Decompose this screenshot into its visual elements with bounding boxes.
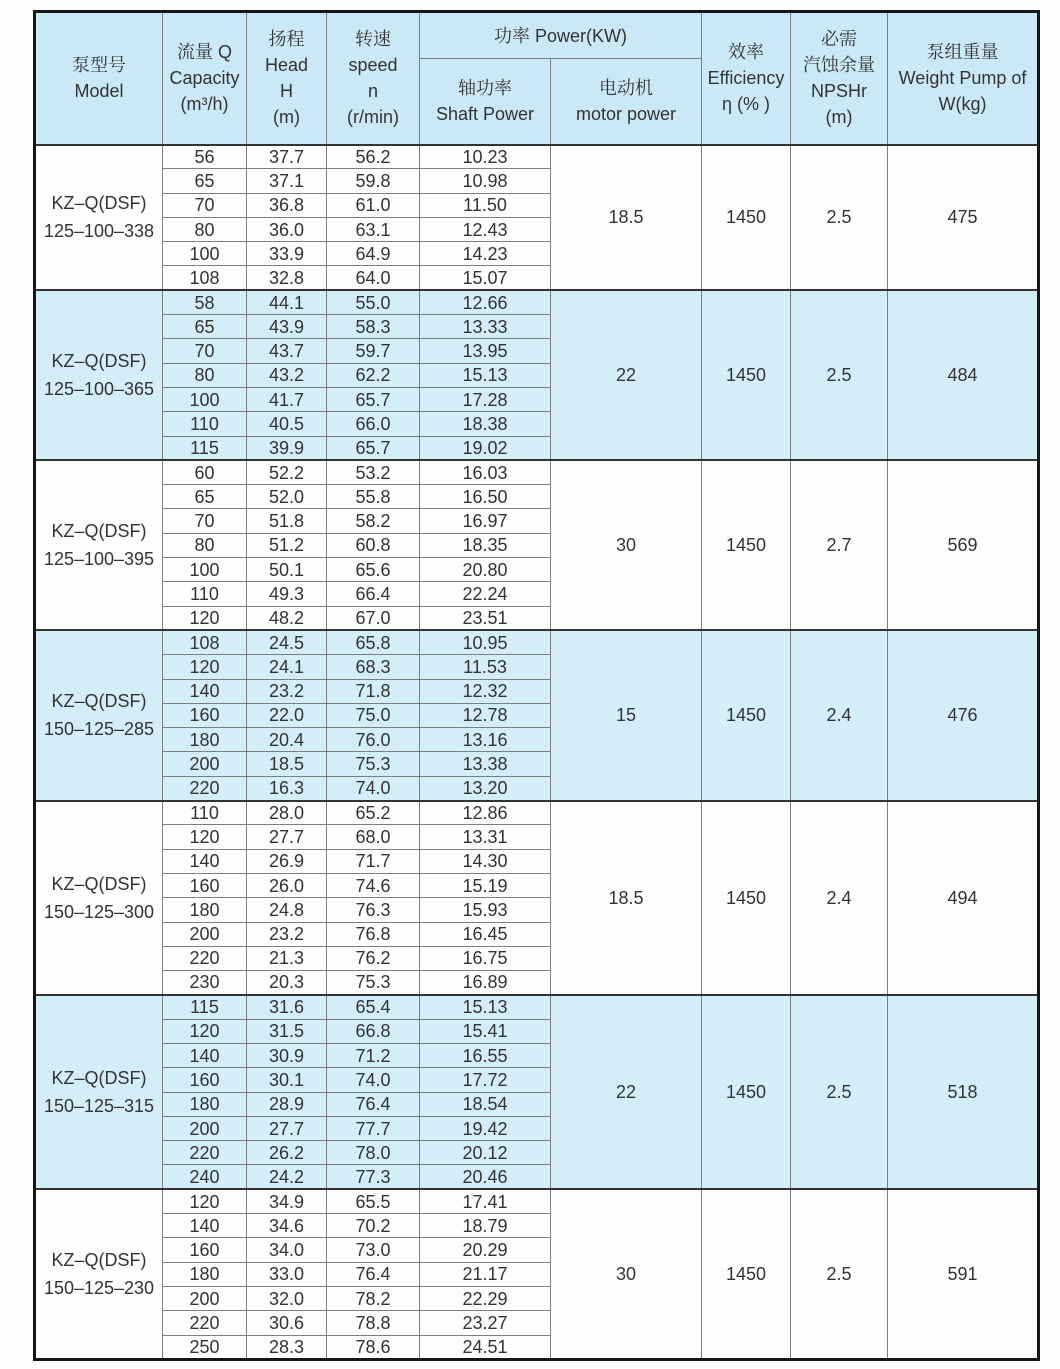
table-body <box>35 145 1039 1360</box>
cell-head: 33.0 <box>247 1262 327 1286</box>
cell-shaft-power: 12.32 <box>420 679 551 703</box>
table-row <box>35 460 1039 484</box>
cell-capacity: 120 <box>163 825 247 849</box>
cell-head: 27.7 <box>247 825 327 849</box>
cell-capacity: 180 <box>163 728 247 752</box>
cell-head: 34.9 <box>247 1189 327 1213</box>
cell-model <box>35 995 163 1189</box>
header-label-unit: (m) <box>825 107 853 128</box>
col-header-motor-power <box>551 59 702 145</box>
cell-speed: 78.6 <box>327 1335 420 1359</box>
cell-weight: 484 <box>888 290 1039 460</box>
model-line: KZ–Q(DSF) <box>51 351 147 372</box>
cell-speed: 71.2 <box>327 1043 420 1067</box>
cell-speed: 61.0 <box>327 193 420 217</box>
cell-head: 20.4 <box>247 728 327 752</box>
cell-head: 24.8 <box>247 898 327 922</box>
cell-head: 32.0 <box>247 1286 327 1310</box>
cell-efficiency: 1450 <box>702 1189 791 1359</box>
cell-capacity: 230 <box>163 971 247 995</box>
header-label-en: Efficiency <box>707 68 785 89</box>
cell-capacity: 220 <box>163 776 247 800</box>
header-label-symbol: H <box>280 81 293 102</box>
header-label-unit: (m³/h) <box>180 94 229 115</box>
cell-capacity: 110 <box>163 412 247 436</box>
cell-model <box>35 460 163 630</box>
model-line: KZ–Q(DSF) <box>51 1250 147 1271</box>
cell-speed: 64.0 <box>327 266 420 290</box>
header-label-zh: 电动机 <box>599 78 653 99</box>
cell-shaft-power: 17.41 <box>420 1189 551 1213</box>
header-label-zh: 流量 Q <box>176 42 232 63</box>
model-line: KZ–Q(DSF) <box>51 691 147 712</box>
cell-weight: 591 <box>888 1189 1039 1359</box>
model-line: 125–100–365 <box>43 379 155 400</box>
cell-head: 26.0 <box>247 873 327 897</box>
cell-speed: 65.4 <box>327 995 420 1019</box>
cell-speed: 59.8 <box>327 169 420 193</box>
cell-speed: 66.0 <box>327 412 420 436</box>
cell-speed: 71.7 <box>327 849 420 873</box>
cell-shaft-power: 16.75 <box>420 946 551 970</box>
cell-efficiency: 1450 <box>702 630 791 800</box>
cell-shaft-power: 14.30 <box>420 849 551 873</box>
col-header-efficiency <box>702 12 791 145</box>
cell-speed: 74.6 <box>327 873 420 897</box>
cell-capacity: 100 <box>163 558 247 582</box>
cell-shaft-power: 14.23 <box>420 242 551 266</box>
cell-npshr: 2.4 <box>791 801 888 995</box>
cell-speed: 56.2 <box>327 145 420 169</box>
model-line: 150–125–285 <box>43 719 155 740</box>
cell-efficiency: 1450 <box>702 995 791 1189</box>
cell-capacity: 180 <box>163 1092 247 1116</box>
cell-shaft-power: 20.12 <box>420 1141 551 1165</box>
cell-capacity: 120 <box>163 1189 247 1213</box>
header-label-en: Weight Pump of <box>898 68 1027 89</box>
cell-head: 27.7 <box>247 1116 327 1140</box>
cell-head: 33.9 <box>247 242 327 266</box>
cell-capacity: 140 <box>163 849 247 873</box>
cell-weight: 476 <box>888 630 1039 800</box>
header-row-top <box>35 12 1039 59</box>
cell-weight: 494 <box>888 801 1039 995</box>
model-line: KZ–Q(DSF) <box>51 521 147 542</box>
cell-npshr: 2.5 <box>791 1189 888 1359</box>
cell-head: 23.2 <box>247 679 327 703</box>
cell-head: 30.9 <box>247 1043 327 1067</box>
cell-motor-power: 30 <box>551 1189 702 1359</box>
cell-capacity: 115 <box>163 995 247 1019</box>
cell-capacity: 108 <box>163 630 247 654</box>
cell-speed: 78.0 <box>327 1141 420 1165</box>
cell-shaft-power: 17.28 <box>420 387 551 411</box>
cell-shaft-power: 15.13 <box>420 363 551 387</box>
cell-shaft-power: 12.86 <box>420 801 551 825</box>
cell-speed: 78.8 <box>327 1311 420 1335</box>
col-header-capacity <box>163 12 247 145</box>
cell-capacity: 110 <box>163 801 247 825</box>
cell-npshr: 2.5 <box>791 290 888 460</box>
cell-capacity: 220 <box>163 1311 247 1335</box>
cell-speed: 70.2 <box>327 1214 420 1238</box>
cell-head: 28.0 <box>247 801 327 825</box>
cell-shaft-power: 22.24 <box>420 582 551 606</box>
cell-npshr: 2.5 <box>791 995 888 1189</box>
cell-capacity: 70 <box>163 339 247 363</box>
model-line: KZ–Q(DSF) <box>51 873 147 894</box>
cell-shaft-power: 18.79 <box>420 1214 551 1238</box>
cell-shaft-power: 15.93 <box>420 898 551 922</box>
col-header-npshr <box>791 12 888 145</box>
cell-head: 51.2 <box>247 533 327 557</box>
cell-capacity: 160 <box>163 703 247 727</box>
cell-head: 43.9 <box>247 315 327 339</box>
cell-head: 23.2 <box>247 922 327 946</box>
col-header-power-group: 功率 Power(KW) <box>420 12 702 59</box>
header-label-en: Capacity <box>169 68 240 89</box>
cell-speed: 65.7 <box>327 387 420 411</box>
cell-speed: 58.2 <box>327 509 420 533</box>
cell-shaft-power: 18.54 <box>420 1092 551 1116</box>
cell-head: 31.5 <box>247 1019 327 1043</box>
cell-speed: 65.5 <box>327 1189 420 1213</box>
cell-capacity: 65 <box>163 169 247 193</box>
cell-capacity: 220 <box>163 946 247 970</box>
cell-efficiency: 1450 <box>702 145 791 291</box>
cell-capacity: 115 <box>163 436 247 460</box>
model-line: 125–100–338 <box>43 221 155 242</box>
header-label-en: Shaft Power <box>435 104 535 125</box>
cell-speed: 59.7 <box>327 339 420 363</box>
header-label-en: NPSHr <box>811 81 868 102</box>
cell-head: 43.2 <box>247 363 327 387</box>
cell-weight: 569 <box>888 460 1039 630</box>
cell-model <box>35 630 163 800</box>
cell-shaft-power: 21.17 <box>420 1262 551 1286</box>
header-label-zh: 扬程 <box>268 29 305 50</box>
cell-capacity: 80 <box>163 363 247 387</box>
cell-efficiency: 1450 <box>702 290 791 460</box>
cell-model <box>35 145 163 291</box>
cell-capacity: 110 <box>163 582 247 606</box>
cell-shaft-power: 22.29 <box>420 1286 551 1310</box>
cell-head: 32.8 <box>247 266 327 290</box>
cell-speed: 65.6 <box>327 558 420 582</box>
cell-head: 21.3 <box>247 946 327 970</box>
model-line: 150–125–315 <box>43 1096 155 1117</box>
cell-speed: 76.4 <box>327 1092 420 1116</box>
cell-head: 16.3 <box>247 776 327 800</box>
cell-head: 36.0 <box>247 217 327 241</box>
cell-head: 37.7 <box>247 145 327 169</box>
cell-speed: 55.8 <box>327 485 420 509</box>
model-line: 150–125–300 <box>43 901 155 922</box>
cell-speed: 66.4 <box>327 582 420 606</box>
cell-head: 24.2 <box>247 1165 327 1189</box>
cell-capacity: 70 <box>163 193 247 217</box>
cell-head: 39.9 <box>247 436 327 460</box>
cell-head: 52.2 <box>247 460 327 484</box>
cell-shaft-power: 24.51 <box>420 1335 551 1359</box>
cell-capacity: 70 <box>163 509 247 533</box>
cell-head: 24.5 <box>247 630 327 654</box>
cell-capacity: 200 <box>163 752 247 776</box>
cell-speed: 58.3 <box>327 315 420 339</box>
header-label-en: Model <box>74 81 124 102</box>
cell-head: 28.9 <box>247 1092 327 1116</box>
col-header-speed <box>327 12 420 145</box>
model-line: KZ–Q(DSF) <box>51 193 147 214</box>
cell-speed: 74.0 <box>327 776 420 800</box>
cell-shaft-power: 16.55 <box>420 1043 551 1067</box>
cell-capacity: 56 <box>163 145 247 169</box>
header-label-zh: 泵型号 <box>72 55 126 76</box>
cell-motor-power: 18.5 <box>551 145 702 291</box>
cell-head: 44.1 <box>247 290 327 314</box>
model-line: 150–125–230 <box>43 1278 155 1299</box>
cell-head: 28.3 <box>247 1335 327 1359</box>
cell-capacity: 65 <box>163 315 247 339</box>
cell-speed: 65.7 <box>327 436 420 460</box>
col-header-model <box>35 12 163 145</box>
cell-shaft-power: 10.23 <box>420 145 551 169</box>
cell-speed: 75.3 <box>327 971 420 995</box>
header-label-symbol: η (% ) <box>722 94 771 115</box>
table-row <box>35 145 1039 169</box>
cell-shaft-power: 11.53 <box>420 655 551 679</box>
cell-head: 49.3 <box>247 582 327 606</box>
cell-speed: 67.0 <box>327 606 420 630</box>
header-label-symbol: n <box>367 81 378 102</box>
cell-capacity: 108 <box>163 266 247 290</box>
header-label-unit: (m) <box>273 107 300 128</box>
cell-shaft-power: 23.27 <box>420 1311 551 1335</box>
cell-head: 24.1 <box>247 655 327 679</box>
cell-shaft-power: 11.50 <box>420 193 551 217</box>
cell-shaft-power: 20.29 <box>420 1238 551 1262</box>
cell-shaft-power: 13.95 <box>420 339 551 363</box>
cell-speed: 64.9 <box>327 242 420 266</box>
cell-head: 18.5 <box>247 752 327 776</box>
cell-shaft-power: 16.03 <box>420 460 551 484</box>
cell-shaft-power: 10.95 <box>420 630 551 654</box>
cell-speed: 73.0 <box>327 1238 420 1262</box>
model-line: KZ–Q(DSF) <box>51 1068 147 1089</box>
model-line: 125–100–395 <box>43 549 155 570</box>
cell-speed: 63.1 <box>327 217 420 241</box>
cell-speed: 76.0 <box>327 728 420 752</box>
table-header <box>35 12 1039 145</box>
cell-speed: 68.3 <box>327 655 420 679</box>
cell-capacity: 160 <box>163 1068 247 1092</box>
cell-model <box>35 290 163 460</box>
cell-speed: 55.0 <box>327 290 420 314</box>
cell-efficiency: 1450 <box>702 460 791 630</box>
cell-shaft-power: 16.45 <box>420 922 551 946</box>
cell-shaft-power: 20.46 <box>420 1165 551 1189</box>
col-header-weight <box>888 12 1039 145</box>
cell-speed: 60.8 <box>327 533 420 557</box>
cell-head: 26.9 <box>247 849 327 873</box>
cell-speed: 78.2 <box>327 1286 420 1310</box>
cell-shaft-power: 15.13 <box>420 995 551 1019</box>
header-label-zh: 汽蚀余量 <box>803 55 876 76</box>
cell-shaft-power: 15.07 <box>420 266 551 290</box>
cell-speed: 77.3 <box>327 1165 420 1189</box>
cell-capacity: 160 <box>163 1238 247 1262</box>
cell-weight: 518 <box>888 995 1039 1189</box>
cell-npshr: 2.4 <box>791 630 888 800</box>
cell-head: 20.3 <box>247 971 327 995</box>
cell-capacity: 120 <box>163 1019 247 1043</box>
cell-shaft-power: 18.35 <box>420 533 551 557</box>
cell-head: 48.2 <box>247 606 327 630</box>
cell-efficiency: 1450 <box>702 801 791 995</box>
cell-head: 30.6 <box>247 1311 327 1335</box>
table-row <box>35 290 1039 314</box>
cell-motor-power: 22 <box>551 290 702 460</box>
cell-capacity: 200 <box>163 1286 247 1310</box>
cell-head: 41.7 <box>247 387 327 411</box>
cell-speed: 76.2 <box>327 946 420 970</box>
cell-npshr: 2.5 <box>791 145 888 291</box>
cell-speed: 77.7 <box>327 1116 420 1140</box>
cell-motor-power: 18.5 <box>551 801 702 995</box>
cell-motor-power: 15 <box>551 630 702 800</box>
cell-shaft-power: 15.19 <box>420 873 551 897</box>
cell-shaft-power: 19.42 <box>420 1116 551 1140</box>
cell-head: 31.6 <box>247 995 327 1019</box>
cell-model <box>35 1189 163 1359</box>
cell-capacity: 80 <box>163 533 247 557</box>
header-label-unit: W(kg) <box>938 94 987 115</box>
cell-capacity: 80 <box>163 217 247 241</box>
table-row <box>35 801 1039 825</box>
cell-speed: 76.8 <box>327 922 420 946</box>
header-label-unit: (r/min) <box>347 107 399 128</box>
col-header-shaft-power <box>420 59 551 145</box>
cell-capacity: 180 <box>163 898 247 922</box>
cell-shaft-power: 12.66 <box>420 290 551 314</box>
cell-capacity: 140 <box>163 1214 247 1238</box>
cell-shaft-power: 18.38 <box>420 412 551 436</box>
cell-shaft-power: 19.02 <box>420 436 551 460</box>
cell-speed: 76.3 <box>327 898 420 922</box>
cell-weight: 475 <box>888 145 1039 291</box>
cell-capacity: 100 <box>163 242 247 266</box>
cell-shaft-power: 15.41 <box>420 1019 551 1043</box>
header-label-zh: 必需 <box>821 29 858 50</box>
header-label-zh: 转速 <box>355 29 391 50</box>
cell-model <box>35 801 163 995</box>
cell-head: 43.7 <box>247 339 327 363</box>
cell-shaft-power: 10.98 <box>420 169 551 193</box>
cell-shaft-power: 13.38 <box>420 752 551 776</box>
cell-speed: 75.3 <box>327 752 420 776</box>
cell-speed: 76.4 <box>327 1262 420 1286</box>
cell-motor-power: 22 <box>551 995 702 1189</box>
cell-head: 36.8 <box>247 193 327 217</box>
cell-speed: 66.8 <box>327 1019 420 1043</box>
cell-capacity: 140 <box>163 679 247 703</box>
header-label-en: speed <box>348 55 398 76</box>
cell-head: 30.1 <box>247 1068 327 1092</box>
cell-shaft-power: 12.43 <box>420 217 551 241</box>
cell-npshr: 2.7 <box>791 460 888 630</box>
header-label-zh: 泵组重量 <box>926 42 999 63</box>
cell-speed: 53.2 <box>327 460 420 484</box>
header-label-zh: 效率 <box>728 42 765 63</box>
cell-speed: 65.2 <box>327 801 420 825</box>
cell-capacity: 120 <box>163 655 247 679</box>
cell-capacity: 250 <box>163 1335 247 1359</box>
cell-shaft-power: 16.89 <box>420 971 551 995</box>
cell-capacity: 160 <box>163 873 247 897</box>
cell-motor-power: 30 <box>551 460 702 630</box>
cell-head: 34.6 <box>247 1214 327 1238</box>
table-row <box>35 1189 1039 1213</box>
cell-shaft-power: 13.31 <box>420 825 551 849</box>
cell-capacity: 58 <box>163 290 247 314</box>
cell-head: 37.1 <box>247 169 327 193</box>
cell-head: 34.0 <box>247 1238 327 1262</box>
cell-head: 26.2 <box>247 1141 327 1165</box>
header-label-en: motor power <box>575 104 677 125</box>
col-header-head <box>247 12 327 145</box>
cell-speed: 68.0 <box>327 825 420 849</box>
cell-head: 50.1 <box>247 558 327 582</box>
cell-speed: 71.8 <box>327 679 420 703</box>
cell-shaft-power: 12.78 <box>420 703 551 727</box>
cell-shaft-power: 16.97 <box>420 509 551 533</box>
cell-shaft-power: 13.20 <box>420 776 551 800</box>
cell-shaft-power: 13.33 <box>420 315 551 339</box>
cell-speed: 74.0 <box>327 1068 420 1092</box>
cell-head: 51.8 <box>247 509 327 533</box>
header-label-zh: 轴功率 <box>458 78 512 99</box>
cell-shaft-power: 23.51 <box>420 606 551 630</box>
cell-shaft-power: 20.80 <box>420 558 551 582</box>
cell-capacity: 60 <box>163 460 247 484</box>
cell-capacity: 100 <box>163 387 247 411</box>
cell-speed: 65.8 <box>327 630 420 654</box>
cell-capacity: 180 <box>163 1262 247 1286</box>
header-label-en: Head <box>264 55 309 76</box>
cell-head: 40.5 <box>247 412 327 436</box>
cell-shaft-power: 16.50 <box>420 485 551 509</box>
cell-capacity: 200 <box>163 1116 247 1140</box>
cell-head: 52.0 <box>247 485 327 509</box>
cell-speed: 75.0 <box>327 703 420 727</box>
cell-head: 22.0 <box>247 703 327 727</box>
cell-shaft-power: 17.72 <box>420 1068 551 1092</box>
cell-capacity: 200 <box>163 922 247 946</box>
cell-capacity: 240 <box>163 1165 247 1189</box>
table-row <box>35 630 1039 654</box>
pump-spec-table <box>33 10 1040 1361</box>
cell-capacity: 220 <box>163 1141 247 1165</box>
table-row <box>35 995 1039 1019</box>
cell-capacity: 120 <box>163 606 247 630</box>
cell-capacity: 140 <box>163 1043 247 1067</box>
cell-capacity: 65 <box>163 485 247 509</box>
cell-speed: 62.2 <box>327 363 420 387</box>
cell-shaft-power: 13.16 <box>420 728 551 752</box>
